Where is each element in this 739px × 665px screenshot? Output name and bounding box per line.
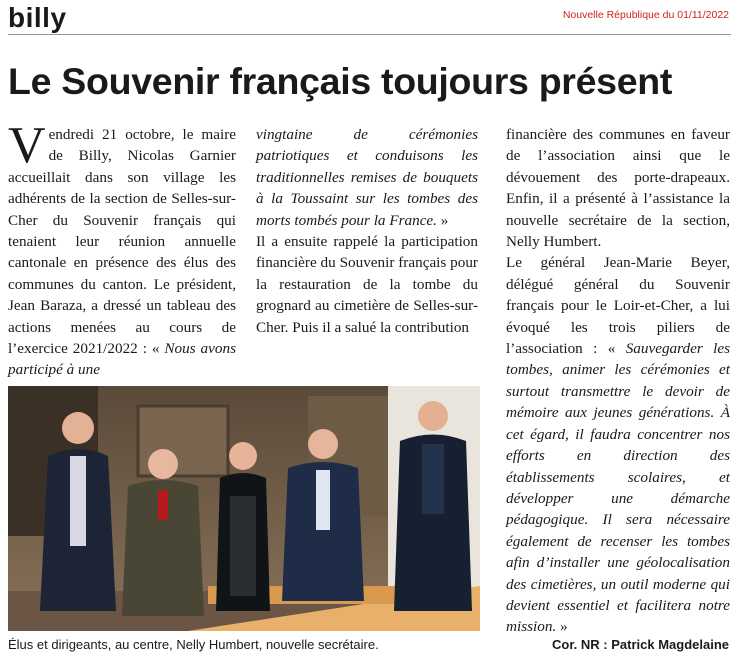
photo-caption: Élus et dirigeants, au centre, Nelly Humbert, nouvelle secrétaire.	[8, 637, 379, 652]
column-3	[506, 124, 730, 638]
paragraph-quote	[256, 124, 478, 231]
paragraph-2: Il a ensuite rappelé la participation financière du Souvenir français pour la restauration de la tombe du grognard au cimetière de Selles-sur-Cher. Puis il a salué la contribution	[256, 233, 478, 336]
paragraph-4-text: Le général Jean-Marie Beyer, délégué général du Souvenir français pour le Loir-et-Cher, a lui évoqué les trois piliers de l’association : «	[506, 254, 730, 358]
column-1	[8, 117, 236, 381]
paragraph-4-quote: Sauvegarder les tombes, animer les cérémonies et surtout transmettre le devoir de mémoire aux jeunes générations. À cet égard, il faudra concentrer nos efforts en direction des établissements scolaires, et développer une démarche pédagogique. Il sera nécessaire également de recenser les tombes afin d’installer une géolocalisation des cimetières, un outil moderne qui devient essentiel et facilitera notre mission.	[506, 340, 730, 636]
paragraph-3: financière des communes en faveur de l’association ainsi que le dévouement des porte-drapeaux. Enfin, il a présenté à l’assistance la nouvelle secrétaire de la section, Nelly Humbert.	[506, 126, 730, 251]
paragraph-4	[506, 252, 730, 637]
headline: Le Souvenir français toujours présent	[8, 60, 673, 102]
column-2	[256, 124, 478, 338]
drop-cap: V	[8, 117, 46, 174]
source-label: Nouvelle République du 01/11/2022	[562, 9, 729, 21]
paragraph-4-end: »	[556, 618, 568, 636]
group-photo-illustration	[8, 386, 480, 631]
header-rule	[8, 34, 731, 35]
group-photo	[8, 386, 480, 631]
paragraph-1	[8, 117, 236, 381]
paragraph-1-quote: Nous avons participé à une	[8, 340, 236, 379]
paragraph-1-text: endredi 21 octobre, le maire de Billy, Nicolas Garnier accueillait dans son village les adhérents de la section de Selles-sur-Cher du Souvenir français qui tenaient leur réunion annuelle cantonale en présence des élus des communes du canton. Le président, Jean Baraza, a dressé un tableau des actions menées au cours de l’exercice 2021/2022 : «	[8, 126, 236, 358]
quote-text: vingtaine de cérémonies patriotiques et conduisons les traditionnelles remises de bouquets à la Toussaint sur les tombes des morts tombés pour la France.	[256, 126, 478, 229]
quote-end: »	[436, 211, 449, 229]
section-title: billy	[8, 2, 67, 33]
photo-credit: Cor. NR : Patrick Magdelaine	[552, 637, 729, 652]
